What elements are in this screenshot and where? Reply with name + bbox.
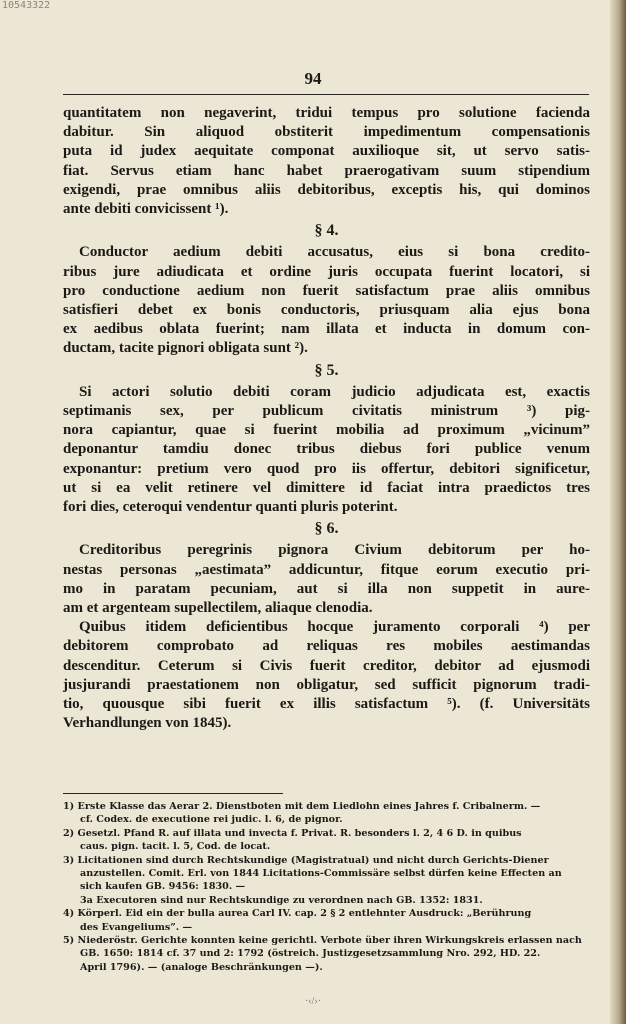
footnote-line: sich kaufen GB. 9456: 1830. — — [80, 881, 246, 893]
section-heading: § 6. — [314, 520, 339, 538]
body-line: deponantur tamdiu donec tribus diebus fori publice venum — [63, 441, 590, 458]
body-line: exponantur: pretium vero quod pro iis offertur, debitori significetur, — [63, 460, 590, 477]
header-rule — [63, 94, 589, 95]
body-line: nora capiantur, quae si fuerint mobilia ad proximum „vicinum” — [63, 422, 590, 439]
footnote-line: des Evangeliums”. — — [80, 921, 193, 933]
footnote-line: 5) Niederöstr. Gerichte konnten keine gerichtl. Verbote über ihren Wirkungskreis erlassen nach — [63, 935, 582, 947]
body-line: tio, quousque sibi fuerit ex illis satisfactum ⁵). (f. Universitäts — [63, 696, 590, 713]
body-line: exigendi, prae omnibus aliis debitoribus, exceptis his, qui dominos — [63, 181, 590, 198]
page-edge-shadow — [610, 0, 626, 1024]
body-line: ante debiti convicissent ¹). — [63, 201, 229, 218]
bottom-mark: ·‹/›· — [304, 996, 322, 1007]
footnote-line: 4) Körperl. Eid ein der bulla aurea Carl IV. cap. 2 § 2 entlehnter Ausdruck: „Berührung — [63, 908, 532, 920]
footnote-line: 1) Erste Klasse das Aerar 2. Dienstboten mit dem Liedlohn eines Jahres f. Cribalnerm. — — [63, 801, 541, 812]
body-line: fori dies, ceteroqui vendentur quanti pluris poterint. — [63, 499, 398, 516]
section-heading: § 5. — [314, 361, 339, 379]
body-line: dabitur. Sin aliquod obstiterit impedimentum compensationis — [63, 124, 590, 141]
body-line: ex aedibus oblata fuerint; nam illata et inducta in domum con- — [63, 321, 590, 338]
body-line: nestas personas „aestimata” addicuntur, fitque eorum executio pri- — [63, 561, 590, 578]
footnote-line: caus. pign. tacit. l. 5, Cod. de locat. — [80, 841, 271, 853]
body-line: satisfieri debet ex bonis conductoris, priusquam alia ejus bona — [63, 302, 590, 319]
body-line: ductam, tacite pignori obligata sunt ²). — [63, 340, 308, 357]
body-line: Si actori solutio debiti coram judicio adjudicata est, exactis — [79, 383, 590, 400]
body-line: Creditoribus peregrinis pignora Civium debitorum per ho- — [79, 542, 590, 559]
footnote-line: 3) Licitationen sind durch Rechtskundige (Magistratual) und nicht durch Gerichts-Diener — [63, 854, 549, 866]
footnote-line: 3a Executoren sind nur Rechtskundige zu verordnen nach GB. 1352: 1831. — [80, 894, 483, 906]
body-line: am et argenteam supellectilem, aliaque clenodia. — [63, 600, 373, 617]
body-line: mo in paratam pecuniam, aut si illa non suppetit in aure- — [63, 580, 590, 597]
body-line: Quibus itidem deficientibus hocque juramento corporali ⁴) per — [79, 619, 590, 636]
section-heading: § 4. — [314, 222, 339, 240]
body-line: Verhandlungen von 1845). — [63, 715, 232, 732]
body-line: septimanis sex, per publicum civitatis ministrum ³) pig- — [63, 403, 590, 420]
body-line: Conductor aedium debiti accusatus, eius si bona credito- — [79, 244, 590, 261]
page-number: 94 — [304, 69, 322, 88]
body-line: fiat. Servus etiam hanc habet praerogativam suum stipendium — [63, 162, 590, 179]
footnote-line: 2) Gesetzl. Pfand R. auf illata und invecta f. Privat. R. besonders l. 2, 4 6 D. in quibus — [63, 827, 522, 839]
body-line: debitorem comprobato ad reliquas res mobiles aestimandas — [63, 638, 590, 655]
body-line: jusjurandi praestationem non obligatur, sed sufficit pignorum tradi- — [63, 676, 590, 693]
footnotes — [63, 800, 590, 974]
footnote-line: April 1796). — (analoge Beschränkungen —). — [80, 961, 323, 973]
footnote-line: GB. 1650: 1814 cf. 37 und 2: 1792 (östreich. Justizgesetzsammlung Nro. 292, HD. 22. — [80, 948, 541, 960]
body-line: ribus jure adiudicata et ordine juris occupata fuerint locatori, si — [63, 263, 590, 280]
scan-id: 10543322 — [2, 0, 51, 11]
body-line: pro conductione aedium non fuerit satisfactum prae aliis omnibus — [63, 282, 590, 299]
body-text — [63, 104, 590, 734]
body-line: descenditur. Ceterum si Civis fuerit creditor, debitor ad ejusmodi — [63, 657, 590, 674]
footnote-rule — [63, 793, 283, 794]
footnote-line: anzustellen. Comit. Erl. von 1844 Licitations-Commissäre selbst dürfen keine Effecten an — [80, 868, 562, 880]
body-line: puta id judex aequitate componat auxilioque sit, ut servo satis- — [63, 143, 590, 160]
body-line: quantitatem non negaverint, tridui tempus pro solutione facienda — [63, 105, 590, 121]
body-line: ut si ea velit retinere vel dimittere id faciat intra praedictos tres — [63, 479, 590, 496]
footnote-line: cf. Codex. de executione rei judic. l. 6, de pignor. — [80, 814, 343, 826]
